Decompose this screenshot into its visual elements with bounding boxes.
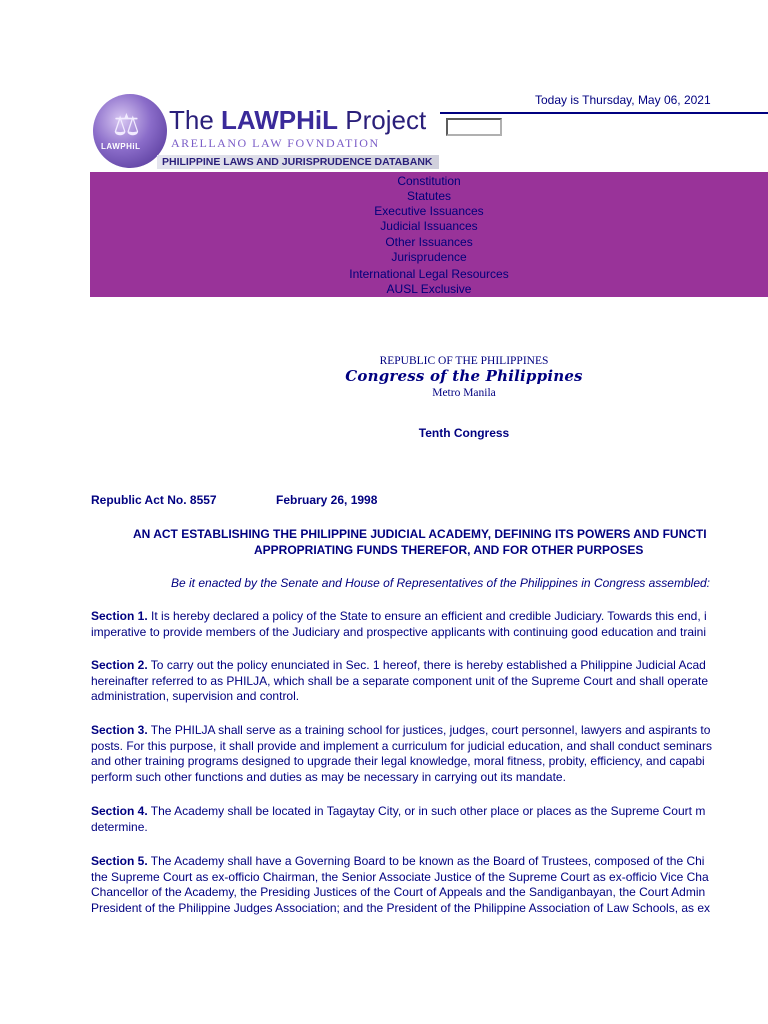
act-title-line-1: AN ACT ESTABLISHING THE PHILIPPINE JUDICIAL ACADEMY, DEFINING ITS POWERS AND FUNCTI: [133, 527, 707, 541]
nav-item-other-issuances[interactable]: Other Issuances: [385, 235, 473, 249]
site-tagline-strip: [157, 155, 439, 169]
site-subtitle: ARELLANO LAW FOVNDATION: [171, 136, 380, 150]
act-number: Republic Act No. 8557: [91, 493, 217, 507]
nav-item-jurisprudence[interactable]: Jurisprudence: [391, 250, 467, 264]
section-label: Section 1.: [91, 609, 148, 623]
republic-heading: REPUBLIC OF THE PHILIPPINES: [379, 355, 549, 367]
nav-item-international-legal-resources[interactable]: International Legal Resources: [349, 267, 509, 281]
congress-heading: Congress of the Philippines: [345, 367, 583, 385]
nav-item-constitution[interactable]: Constitution: [397, 174, 461, 188]
act-date: February 26, 1998: [276, 493, 378, 507]
site-title: The LAWPHiL Project: [169, 105, 427, 135]
nav-item-ausl-exclusive[interactable]: AUSL Exclusive: [386, 282, 472, 296]
location-heading: Metro Manila: [432, 387, 496, 399]
section-3: Section 3. The PHILJA shall serve as a training school for justices, judges, court personnel, lawyers and aspirants to posts. For this purpose, it shall provide and implement a curriculum for judicial education, and shall conduct seminars and other training programs designed to upgrade their legal knowledge, moral fitness, probity, efficiency, and capabi perform such other functions and duties as may be necessary in carrying out its mandate.: [91, 723, 712, 784]
nav-item-statutes[interactable]: Statutes: [406, 189, 452, 203]
section-2: Section 2. To carry out the policy enunciated in Sec. 1 hereof, there is hereby established a Philippine Judicial Acad hereinafter referred to as PHILJA, which shall be a separate component unit of the Supreme Court and shall operate administration, supervision and control.: [91, 658, 709, 704]
nav-item-executive-issuances[interactable]: Executive Issuances: [374, 204, 484, 218]
act-title-line-2: APPROPRIATING FUNDS THEREFOR, AND FOR OTHER PURPOSES: [254, 543, 644, 557]
lawphil-emblem-icon: [93, 94, 167, 168]
main-navigation: [90, 172, 768, 297]
section-5: Section 5. The Academy shall have a Governing Board to be known as the Board of Trustees, composed of the Chi the Supreme Court as ex-officio Chairman, the Senior Associate Justice of the Supreme Court as ex-officio Vice Cha Chancellor of the Academy, the Presiding Justices of the Court of Appeals and the Sandiganbayan, the Court Admin President of the Philippine Judges Association; and the President of the Philippine Association of Law Schools, as ex: [91, 854, 711, 915]
site-logo[interactable]: [91, 93, 439, 171]
section-4: Section 4. The Academy shall be located in Tagaytay City, or in such other place or places as the Supreme Court m determine.: [91, 804, 706, 834]
emblem-label: LAWPHiL: [101, 142, 141, 151]
search-input[interactable]: [446, 118, 502, 136]
scales-of-justice-icon: ⚖: [113, 108, 140, 143]
current-date: Today is Thursday, May 06, 2021: [535, 93, 711, 107]
site-tagline: PHILIPPINE LAWS AND JURISPRUDENCE DATABANK: [162, 156, 433, 168]
enacting-clause: Be it enacted by the Senate and House of Representatives of the Philippines in Congress assembled:: [171, 576, 710, 590]
nav-item-judicial-issuances[interactable]: Judicial Issuances: [380, 219, 478, 233]
section-label: Section 2.: [91, 658, 148, 672]
section-label: Section 5.: [91, 854, 148, 868]
section-label: Section 4.: [91, 804, 148, 818]
session-heading: Tenth Congress: [418, 426, 510, 440]
section-label: Section 3.: [91, 723, 148, 737]
header-divider: [440, 112, 768, 114]
section-1: Section 1. It is hereby declared a policy of the State to ensure an efficient and credible Judiciary. Towards this end, i imperative to provide members of the Judiciary and prospective applicants with continuing good education and traini: [91, 609, 707, 639]
